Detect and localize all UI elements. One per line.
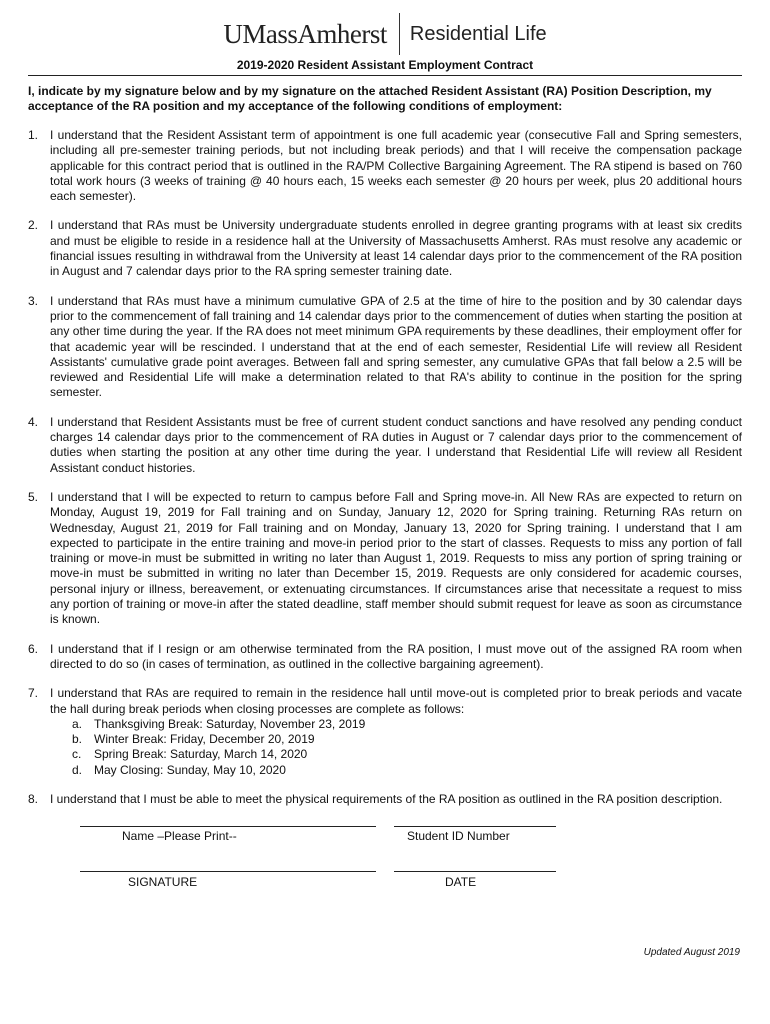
condition-item bbox=[28, 686, 742, 778]
condition-item bbox=[28, 128, 742, 204]
break-date-letter: a. bbox=[72, 716, 83, 731]
condition-text: I understand that RAs must be University undergraduate students enrolled in degree granting programs with at least six credits and must be eligible to reside in a residence hall at the University of Massachusetts Amherst. RAs must resolve any academic or financial issues resulting in withdrawal from the University at least 14 calendar days prior to the commencement of the RA position in August and 7 calendar days prior to the RA spring semester training date. bbox=[50, 218, 742, 279]
condition-number: 1. bbox=[28, 128, 39, 142]
condition-text-block bbox=[50, 415, 742, 476]
name-signature-line bbox=[80, 826, 376, 827]
break-date-text: Thanksgiving Break: Saturday, November 23, 2019 bbox=[94, 716, 366, 731]
break-date-item bbox=[50, 732, 742, 747]
break-date-item bbox=[50, 763, 742, 778]
document-title: 2019-2020 Resident Assistant Employment Contract bbox=[236, 58, 534, 72]
title-divider bbox=[28, 75, 742, 76]
umass-amherst-logo: UMassAmherst bbox=[223, 18, 387, 49]
break-date-letter: d. bbox=[72, 762, 83, 777]
condition-number: 3. bbox=[28, 293, 39, 308]
condition-text: I understand that I will be expected to return to campus before Fall and Spring move-in. All New RAs are expected to return on Monday, August 19, 2019 for Fall training and on Sunday, January 12, 2020 for Spring training. Returning RAs return on Wednesday, August 21, 2019 for Fall training and on Monday, January 13, 2020 for Spring training. I understand that I am expected to participate in the entire training and move-in period prior to the start of classes. Requests to miss any portion of fall training or move-in must be submitted in writing no later than August 1, 2019. Requests to miss any portion of spring training or move-in must be submitted in writing no later than December 15, 2019. Requests are only considered for academic courses, personal injury or illness, bereavement, or extenuating circumstances. If circumstances arise that necessitate a request to miss any portion of training or move-in after the stated deadline, staff member should submit request for leave as soon as circumstance is known. bbox=[50, 489, 742, 627]
student-id-line bbox=[394, 826, 556, 827]
condition-item bbox=[28, 218, 742, 279]
condition-text: I understand that Resident Assistants must be free of current student conduct sanctions and have resolved any pending conduct charges 14 calendar days prior to the commencement of RA duties in August or 7 calendar days prior to the commencement of duties when starting the position at any other time during the year. I understand that Residential Life will review all Resident Assistant conduct histories. bbox=[50, 414, 742, 475]
conditions-list bbox=[28, 128, 742, 821]
break-date-letter: b. bbox=[72, 732, 83, 747]
break-dates-list bbox=[50, 717, 742, 778]
condition-text-block bbox=[50, 128, 742, 204]
condition-item bbox=[28, 415, 742, 476]
condition-item bbox=[28, 294, 742, 401]
date-label: DATE bbox=[445, 875, 477, 889]
condition-text: I understand that RAs must have a minimum cumulative GPA of 2.5 at the time of hire to the position and by 30 calendar days prior to the commencement of fall training and 14 calendar days prior to the commencement of duties when starting the position at any other time during the year. If the RA does not meet minimum GPA requirements by these deadlines, their employment offer for that academic year will be rescinded. I understand that at the end of each semester, Residential Life will review all Resident Assistants' cumulative grade point averages. Between fall and spring semester, any cumulative GPAs that fall below a 2.5 will be reviewed and Residential Life will make a determination related to that RA's ability to continue in the position for the spring semester. bbox=[50, 293, 742, 400]
break-date-text: Spring Break: Saturday, March 14, 2020 bbox=[94, 747, 308, 762]
condition-text-block bbox=[50, 686, 742, 778]
condition-text: I understand that RAs are required to remain in the residence hall until move-out is completed prior to break periods and vacate the hall during break periods when closing processes are complete as follows: bbox=[50, 686, 742, 716]
condition-text-block bbox=[50, 792, 742, 807]
updated-note: Updated August 2019 bbox=[643, 947, 740, 958]
name-label: Name –Please Print-- bbox=[122, 829, 237, 843]
date-line bbox=[394, 871, 556, 872]
condition-text-block bbox=[50, 294, 742, 401]
intro-paragraph: I, indicate by my signature below and by my signature on the attached Resident Assistant (RA) Position Description, my acceptance of the RA position and my acceptance of the following conditions of employment: bbox=[28, 84, 712, 113]
condition-item bbox=[28, 490, 742, 628]
condition-text: I understand that the Resident Assistant term of appointment is one full academic year (consecutive Fall and Spring semesters, including all pre-semester training periods, but not including break periods) and that I will receive the compensation package applicable for this contract period that is outlined in the RA/PM Collective Bargaining Agreement. The RA stipend is based on 760 total work hours (3 weeks of training @ 40 hours each, 15 weeks each semester @ 20 hours per week, plus 20 additional hours each semester). bbox=[50, 128, 742, 204]
condition-text: I understand that if I resign or am otherwise terminated from the RA position, I must move out of the assigned RA room when directed to do so (in cases of termination, as outlined in the collective bargaining agreement). bbox=[50, 641, 742, 671]
condition-number: 2. bbox=[28, 218, 39, 233]
signature-line bbox=[80, 871, 376, 872]
condition-number: 8. bbox=[28, 791, 39, 806]
condition-item bbox=[28, 642, 742, 673]
condition-text-block bbox=[50, 218, 742, 279]
condition-text-block bbox=[50, 642, 742, 673]
break-date-item bbox=[50, 747, 742, 762]
break-date-letter: c. bbox=[72, 747, 82, 762]
condition-item bbox=[28, 792, 742, 807]
student-id-label: Student ID Number bbox=[407, 829, 510, 843]
condition-number: 4. bbox=[28, 414, 39, 429]
page-header bbox=[0, 12, 770, 56]
condition-number: 7. bbox=[28, 686, 39, 701]
break-date-text: May Closing: Sunday, May 10, 2020 bbox=[94, 762, 286, 777]
condition-text-block bbox=[50, 490, 742, 628]
break-date-text: Winter Break: Friday, December 20, 2019 bbox=[94, 732, 315, 747]
condition-text: I understand that I must be able to meet the physical requirements of the RA position as outlined in the RA position description. bbox=[50, 791, 723, 806]
residential-life-logo: Residential Life bbox=[409, 22, 547, 45]
condition-number: 5. bbox=[28, 489, 39, 504]
signature-label: SIGNATURE bbox=[128, 875, 198, 889]
condition-number: 6. bbox=[28, 641, 39, 656]
break-date-item bbox=[50, 717, 742, 732]
